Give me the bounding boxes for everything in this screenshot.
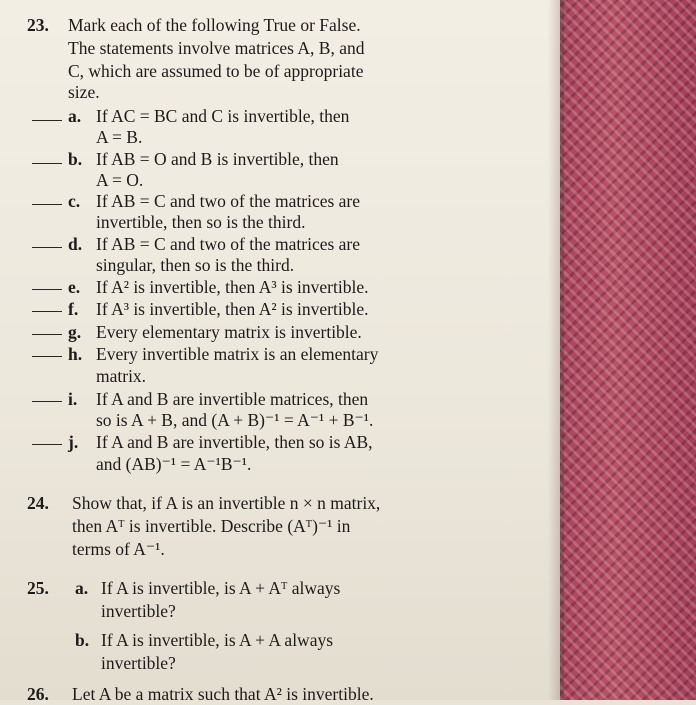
item-j-text: If A and B are invertible, then so is AB,: [96, 432, 373, 452]
item-e-label: e.: [68, 277, 81, 297]
problem-26-text: Let A be a matrix such that A² is invertible.: [72, 684, 374, 704]
item-i-text: so is A + B, and (A + B)⁻¹ = A⁻¹ + B⁻¹.: [96, 410, 374, 430]
problem-25-b-text: If A is invertible, is A + A always: [101, 630, 334, 650]
answer-blank-c[interactable]: [32, 204, 62, 205]
item-f-label: f.: [68, 299, 79, 319]
answer-blank-a[interactable]: [32, 120, 62, 121]
problem-24-text: then Aᵀ is invertible. Describe (Aᵀ)⁻¹ in: [72, 516, 351, 536]
item-d-label: d.: [68, 234, 83, 254]
item-b-text: If AB = O and B is invertible, then: [96, 149, 339, 169]
problem-25-a-text: If A is invertible, is A + Aᵀ always: [101, 578, 341, 598]
item-c-label: c.: [68, 191, 81, 211]
problem-25-b-text: invertible?: [101, 653, 176, 673]
problem-25-number: 25.: [27, 578, 49, 598]
item-f-text: If A³ is invertible, then A² is invertible.: [96, 299, 369, 319]
problem-23-number: 23.: [27, 15, 49, 35]
problem-25-b-label: b.: [75, 630, 90, 650]
problem-23-intro-line: Mark each of the following True or False.: [68, 15, 361, 35]
item-e-text: If A² is invertible, then A³ is invertible.: [96, 277, 369, 297]
answer-blank-i[interactable]: [32, 401, 62, 402]
problem-23-intro-line: size.: [68, 82, 100, 102]
answer-blank-j[interactable]: [32, 444, 62, 445]
item-c-text: If AB = C and two of the matrices are: [96, 191, 361, 211]
item-j-text: and (AB)⁻¹ = A⁻¹B⁻¹.: [96, 454, 252, 474]
item-h-text: matrix.: [96, 366, 147, 386]
answer-blank-e[interactable]: [32, 289, 62, 290]
answer-blank-b[interactable]: [32, 163, 62, 164]
problem-23-intro-line: C, which are assumed to be of appropriate: [68, 61, 364, 81]
item-d-text: singular, then so is the third.: [96, 255, 295, 275]
item-i-text: If A and B are invertible matrices, then: [96, 389, 369, 409]
answer-blank-g[interactable]: [32, 334, 62, 335]
item-g-text: Every elementary matrix is invertible.: [96, 322, 362, 342]
problem-24-text: Show that, if A is an invertible n × n matrix,: [72, 493, 381, 513]
problem-26-number: 26.: [27, 684, 49, 704]
item-j-label: j.: [68, 432, 79, 452]
problem-25-a-label: a.: [75, 578, 89, 598]
problem-25-a-text: invertible?: [101, 601, 176, 621]
answer-blank-h[interactable]: [32, 356, 62, 357]
item-i-label: i.: [68, 389, 78, 409]
item-a-text: A = B.: [96, 127, 143, 147]
page-edge-shadow: [548, 0, 564, 700]
item-a-label: a.: [68, 106, 82, 126]
problem-24-text: terms of A⁻¹.: [72, 539, 165, 559]
problem-24-number: 24.: [27, 493, 49, 513]
item-h-text: Every invertible matrix is an elementary: [96, 344, 379, 364]
item-b-text: A = O.: [96, 170, 144, 190]
fabric-background: [560, 0, 696, 700]
item-a-text: If AC = BC and C is invertible, then: [96, 106, 350, 126]
answer-blank-d[interactable]: [32, 247, 62, 248]
item-b-label: b.: [68, 149, 83, 169]
item-h-label: h.: [68, 344, 83, 364]
item-c-text: invertible, then so is the third.: [96, 212, 306, 232]
item-g-label: g.: [68, 322, 82, 342]
answer-blank-f[interactable]: [32, 311, 62, 312]
problem-23-intro-line: The statements involve matrices A, B, and: [68, 38, 365, 58]
item-d-text: If AB = C and two of the matrices are: [96, 234, 361, 254]
